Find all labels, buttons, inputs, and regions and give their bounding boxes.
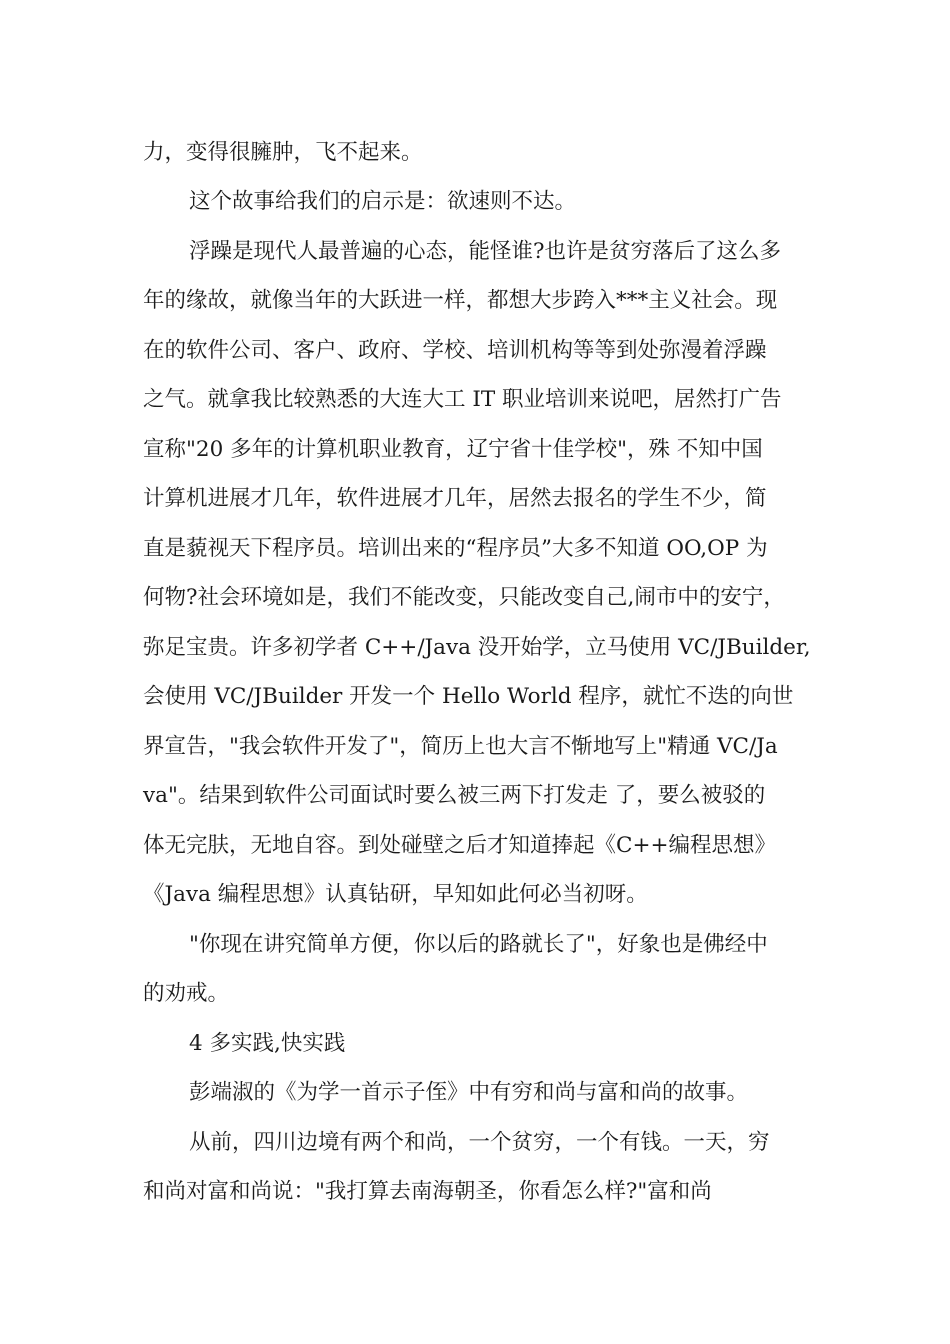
text-line: 直是藐视天下程序员。培训出来的“程序员”大多不知道 OO,OP 为 [143,536,768,561]
text-line: 在的软件公司、客户、政府、学校、培训机构等等到处弥漫着浮躁 [143,338,767,363]
text-line: 从前，四川边境有两个和尚，一个贫穷，一个有钱。一天，穷 [189,1130,770,1155]
text-line: 的劝戒。 [143,981,230,1006]
text-line: 和尚对富和尚说："我打算去南海朝圣，你看怎么样?"富和尚 [143,1179,712,1204]
text-line: 体无完肤，无地自容。到处碰壁之后才知道捧起《C++编程思想》 [143,833,776,858]
text-line: 计算机进展才几年，软件进展才几年，居然去报名的学生不少，简 [143,486,767,511]
text-line: 会使用 VC/JBuilder 开发一个 Hello World 程序，就忙不迭的向世 [143,684,794,709]
text-line: va"。结果到软件公司面试时要么被三两下打发走 了，要么被驳的 [143,783,766,808]
text-line: 界宣告，"我会软件开发了"，简历上也大言不惭地写上"精通 VC/Ja [143,734,778,759]
text-line: 彭端淑的《为学一首示子侄》中有穷和尚与富和尚的故事。 [189,1080,749,1105]
text-line: "你现在讲究简单方便，你以后的路就长了"，好象也是佛经中 [189,932,768,957]
text-line: 之气。就拿我比较熟悉的大连大工 IT 职业培训来说吧，居然打广告 [143,387,782,412]
text-line: 这个故事给我们的启示是：欲速则不达。 [189,189,577,214]
text-line: 浮躁是现代人最普遍的心态，能怪谁?也许是贫穷落后了这么多 [189,239,782,264]
text-line: 《Java 编程思想》认真钻研，早知如此何必当初呀。 [143,882,648,907]
text-line: 弥足宝贵。许多初学者 C++/Java 没开始学，立马使用 VC/JBuilder, [143,635,811,660]
text-line: 宣称"20 多年的计算机职业教育，辽宁省十佳学校"，殊 不知中国 [143,437,763,462]
section-heading: 4 多实践,快实践 [189,1031,346,1056]
text-line: 力，变得很臃肿，飞不起来。 [143,140,423,165]
text-line: 年的缘故，就像当年的大跃进一样，都想大步跨入***主义社会。现 [143,288,778,313]
text-line: 何物?社会环境如是，我们不能改变，只能改变自己,闹市中的安宁， [143,585,785,610]
